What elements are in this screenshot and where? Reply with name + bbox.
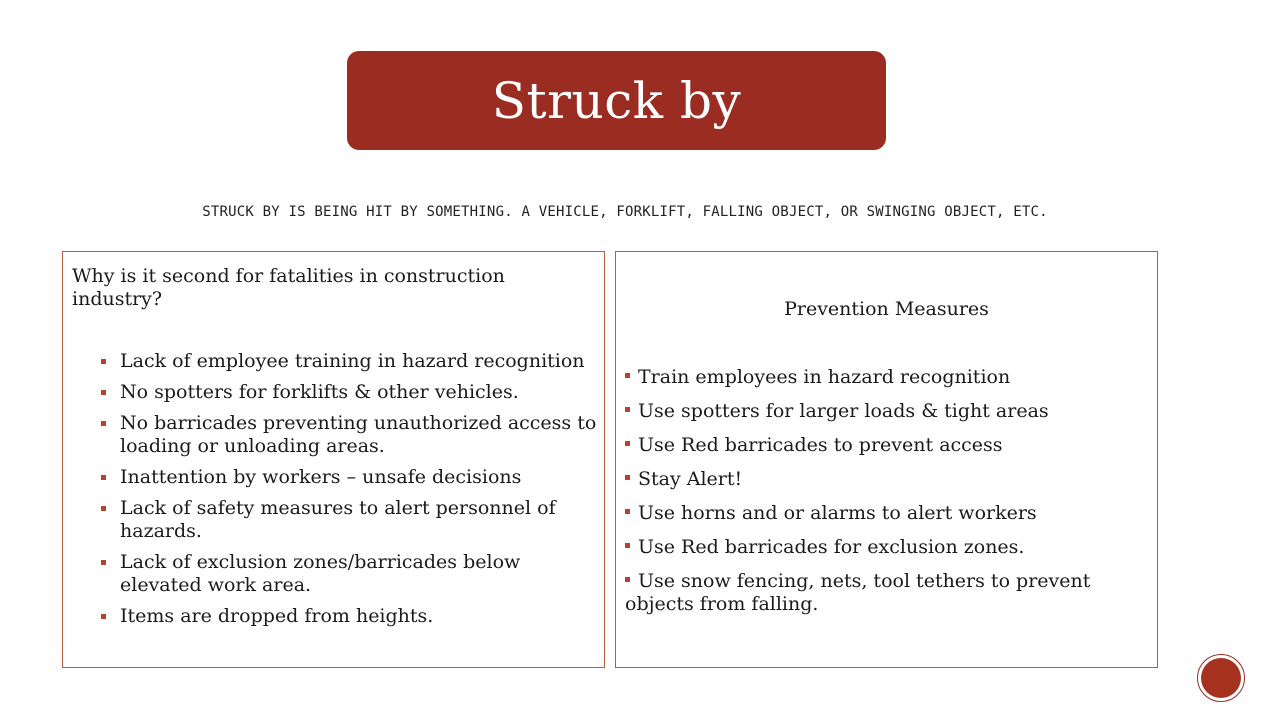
- list-item: [101, 497, 601, 543]
- list-item-text: Lack of safety measures to alert personnel of hazards.: [120, 497, 556, 542]
- square-bullet-icon: [101, 475, 106, 480]
- list-item-text: Items are dropped from heights.: [120, 605, 434, 627]
- square-bullet-icon: [625, 373, 630, 378]
- slide-subtitle: STRUCK BY IS BEING HIT BY SOMETHING. A VEHICLE, FORKLIFT, FALLING OBJECT, OR SWINGING OBJECT, ETC.: [202, 204, 1048, 220]
- square-bullet-icon: [101, 421, 106, 426]
- list-item: [101, 350, 601, 373]
- list-item-text: Use horns and or alarms to alert workers: [638, 502, 1037, 524]
- list-item: [101, 466, 601, 489]
- list-item: [625, 468, 1155, 491]
- prevention-panel: [615, 251, 1158, 668]
- list-item-text: Use snow fencing, nets, tool tethers to prevent objects from falling.: [625, 570, 1091, 615]
- square-bullet-icon: [625, 441, 630, 446]
- square-bullet-icon: [101, 614, 106, 619]
- list-item-text: No spotters for forklifts & other vehicles.: [120, 381, 519, 403]
- list-item-text: Use spotters for larger loads & tight areas: [638, 400, 1049, 422]
- list-item: [625, 536, 1155, 559]
- causes-heading: Why is it second for fatalities in construction industry?: [72, 265, 505, 310]
- list-item: [625, 366, 1155, 389]
- slide-title: Struck by: [491, 71, 742, 130]
- list-item: [101, 551, 601, 597]
- list-item-text: Lack of exclusion zones/barricades below elevated work area.: [120, 551, 521, 596]
- list-item-text: Stay Alert!: [638, 468, 743, 490]
- list-item-text: No barricades preventing unauthorized access to loading or unloading areas.: [120, 412, 597, 457]
- square-bullet-icon: [101, 390, 106, 395]
- list-item: [625, 502, 1155, 525]
- square-bullet-icon: [101, 560, 106, 565]
- list-item: [101, 605, 601, 628]
- list-item: [101, 412, 601, 458]
- list-item: [625, 400, 1155, 423]
- slide-nav-circle-icon[interactable]: [1197, 654, 1245, 702]
- prevention-list: [625, 366, 1155, 627]
- square-bullet-icon: [625, 407, 630, 412]
- list-item-text: Use Red barricades to prevent access: [638, 434, 1003, 456]
- title-banner: [347, 51, 886, 150]
- list-item: [625, 434, 1155, 457]
- square-bullet-icon: [625, 543, 630, 548]
- list-item: [625, 570, 1155, 616]
- square-bullet-icon: [101, 359, 106, 364]
- causes-list: [101, 350, 601, 636]
- square-bullet-icon: [625, 475, 630, 480]
- prevention-heading: Prevention Measures: [784, 298, 989, 320]
- list-item-text: Train employees in hazard recognition: [638, 366, 1011, 388]
- slide-nav-circle-fill: [1201, 658, 1241, 698]
- list-item: [101, 381, 601, 404]
- square-bullet-icon: [101, 506, 106, 511]
- square-bullet-icon: [625, 509, 630, 514]
- square-bullet-icon: [625, 577, 630, 582]
- list-item-text: Inattention by workers – unsafe decisions: [120, 466, 522, 488]
- causes-panel: [62, 251, 605, 668]
- list-item-text: Lack of employee training in hazard recognition: [120, 350, 585, 372]
- list-item-text: Use Red barricades for exclusion zones.: [638, 536, 1025, 558]
